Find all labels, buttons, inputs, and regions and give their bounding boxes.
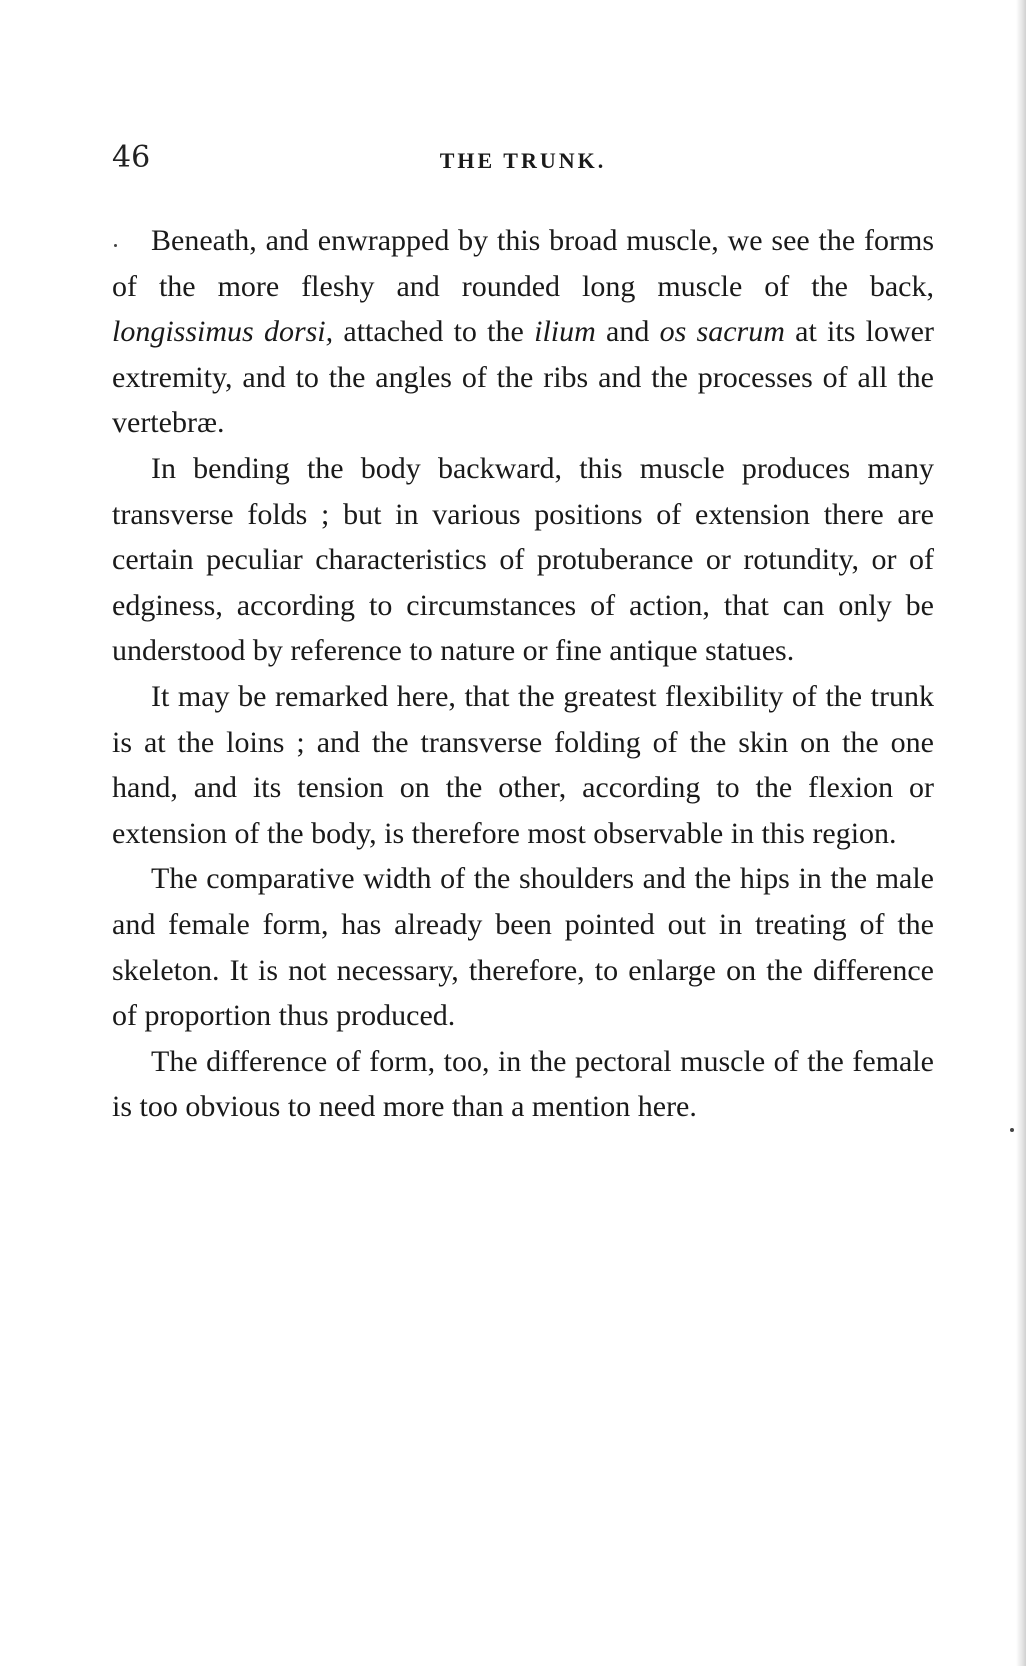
paragraph <box>112 1039 934 1130</box>
text-segment: Beneath, and enwrapped by this broad muscle, we see the forms of the more fleshy and rounded long muscle of the back, <box>112 224 934 303</box>
ink-speck <box>1010 1128 1014 1132</box>
text-segment: attached to the <box>333 315 535 349</box>
text-segment: The comparative width of the shoulders and the hips in the male and female form, has already been pointed out in treating of the skeleton. It is not necessary, therefore, to enlarge on the difference of proportion thus produced. <box>112 862 934 1033</box>
paragraph <box>112 218 934 446</box>
paragraph <box>112 674 934 856</box>
page-edge-shadow <box>1016 0 1026 1666</box>
paragraph <box>112 856 934 1038</box>
text-segment: It may be remarked here, that the greatest flexibility of the trunk is at the loins ; and the transverse folding of the skin on the one hand, and its tension on the other, according to the flexion or extension of the body, is therefore most observable in this region. <box>112 679 934 850</box>
text-segment: at its lower extremity, and to the angles of the ribs and the processes of all the vertebræ. <box>112 315 934 440</box>
paragraph <box>112 446 934 674</box>
running-head: THE TRUNK. <box>439 148 607 173</box>
italic-term: longissimus dorsi, <box>112 315 334 349</box>
page-header <box>112 140 934 180</box>
italic-term: os sacrum <box>659 315 785 349</box>
text-segment: The difference of form, too, in the pectoral muscle of the female is too obvious to need more than a mention here. <box>112 1044 934 1124</box>
page-number: 46 <box>112 140 151 175</box>
text-segment: and <box>595 315 660 349</box>
ink-speck <box>114 244 117 247</box>
body-text <box>112 218 934 1130</box>
italic-term: ilium <box>534 315 596 349</box>
text-segment: In bending the body backward, this muscle produces many transverse folds ; but in various positions of extension there are certain peculiar characteristics of protuberance or rotundity, or of edginess, according to circumstances of action, that can only be understood by reference to nature or fine antique statues. <box>112 451 934 668</box>
